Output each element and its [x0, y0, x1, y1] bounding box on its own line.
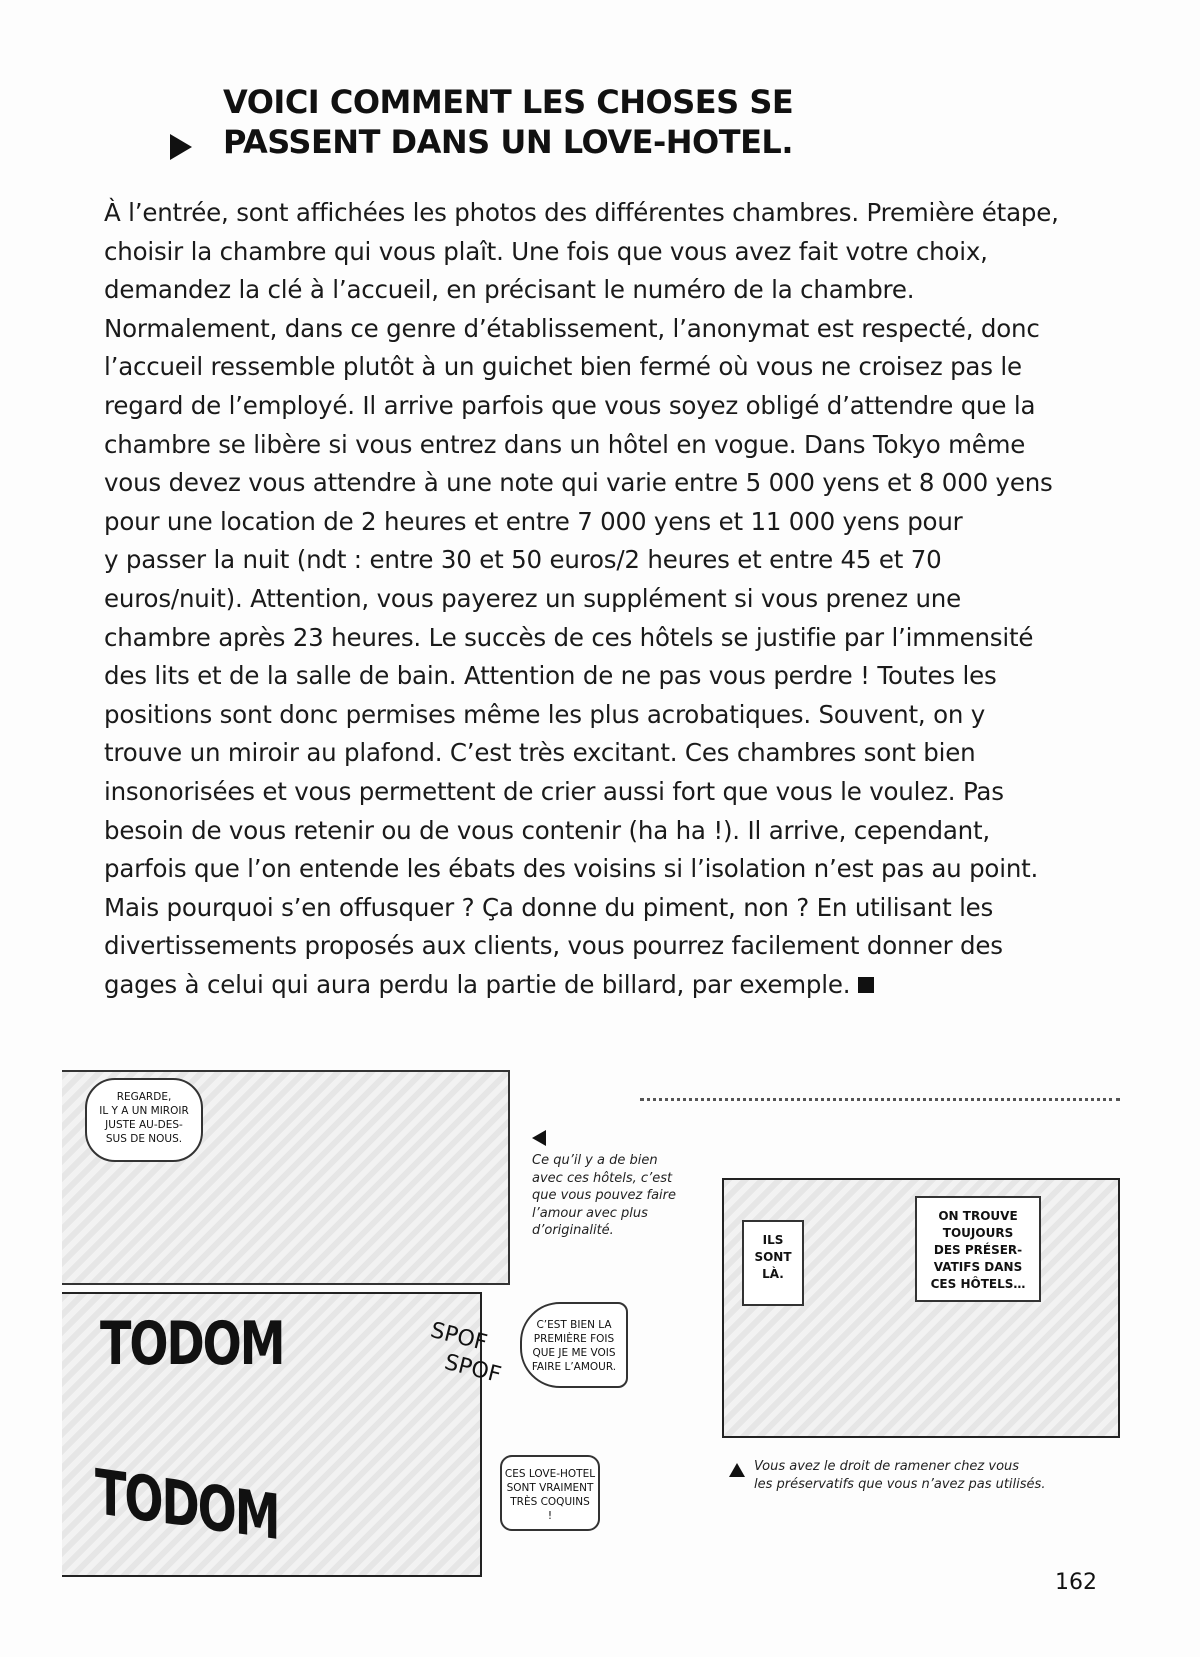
caption-line: Ce qu’il y a de bien [532, 1153, 658, 1168]
body-line: Normalement, dans ce genre d’établissement, l’anonymat est respecté, donc [104, 313, 1040, 343]
balloon-text: SONT [754, 1250, 792, 1264]
caption-line: avec ces hôtels, c’est [532, 1170, 673, 1186]
body-line: divertissements proposés aux clients, vous pourrez facilement donner des [104, 931, 1003, 961]
body-line: pour une location de 2 heures et entre 7 000 yens et 11 000 yens pour [104, 506, 963, 536]
body-line: besoin de vous retenir ou de vous contenir (ha ha !). Il arrive, cependant, [104, 815, 990, 845]
caption-box-on-trouve [915, 1196, 1041, 1302]
caption-line: que vous pouvez faire [532, 1188, 677, 1203]
balloon-text: SONT VRAIMENT [506, 1482, 594, 1494]
caption-line: les préservatifs que vous n’avez pas utilisés. [754, 1477, 1046, 1492]
sound-effect: TODOM [100, 1308, 284, 1379]
caption-line: l’amour avec plus [532, 1205, 648, 1221]
caption-mirror [532, 1152, 712, 1240]
speech-balloon-love-hotel [500, 1455, 600, 1531]
body-line-text: gages à celui qui aura perdu la partie de billard, par exemple. [104, 969, 851, 999]
body-line: des lits et de la salle de bain. Attention de ne pas vous perdre ! Toutes les [104, 661, 997, 691]
dotted-divider [640, 1098, 1120, 1101]
body-line: y passer la nuit (ndt : entre 30 et 50 euros/2 heures et entre 45 et 70 [104, 545, 942, 575]
body-paragraph [104, 194, 1084, 1004]
body-line: choisir la chambre qui vous plaît. Une fois que vous avez fait votre choix, [104, 236, 988, 266]
heading-line-1: VOICI COMMENT LES CHOSES SE [223, 83, 794, 121]
body-line: trouve un miroir au plafond. C’est très excitant. Ces chambres sont bien [104, 738, 976, 768]
body-line: chambre après 23 heures. Le succès de ces hôtels se justifie par l’immensité [104, 622, 1034, 652]
balloon-text: LÀ. [762, 1267, 784, 1281]
body-line: À l’entrée, sont affichées les photos des différentes chambres. Première étape, [104, 198, 1059, 227]
balloon-text: C’EST BIEN LA [536, 1319, 612, 1331]
body-line: chambre se libère si vous entrez dans un hôtel en vogue. Dans Tokyo même [104, 429, 1026, 459]
body-line: regard de l’employé. Il arrive parfois que vous soyez obligé d’attendre que la [104, 390, 1036, 420]
triangle-up-icon [729, 1463, 745, 1477]
balloon-text: DES PRÉSER- [933, 1243, 1023, 1257]
triangle-left-icon [532, 1130, 546, 1146]
heading-line-2: PASSENT DANS UN LOVE-HOTEL. [223, 123, 793, 161]
balloon-text: CES HÔTELS… [930, 1277, 1026, 1291]
balloon-text: TOUJOURS [942, 1226, 1014, 1240]
section-heading [160, 82, 860, 162]
body-line: vous devez vous attendre à une note qui varie entre 5 000 yens et 8 000 yens [104, 468, 1053, 498]
balloon-text: VATIFS DANS [933, 1260, 1023, 1274]
balloon-text: JUSTE AU-DES- [105, 1119, 183, 1131]
balloon-text: PREMIÈRE FOIS [533, 1333, 615, 1345]
caption-line: d’originalité. [532, 1223, 614, 1238]
sound-effect: SPOF [427, 1318, 490, 1357]
balloon-text: REGARDE, [116, 1091, 172, 1103]
balloon-text: IL Y A UN MIROIR [99, 1105, 189, 1117]
sound-effect: TODOM [95, 1455, 279, 1554]
body-line: Mais pourquoi s’en offusquer ? Ça donne du piment, non ? En utilisant les [104, 892, 994, 922]
body-line: l’accueil ressemble plutôt à un guichet bien fermé où vous ne croisez pas le [104, 352, 1022, 382]
speech-balloon-first-time [520, 1302, 628, 1388]
balloon-text: SUS DE NOUS. [105, 1133, 183, 1145]
triangle-right-icon [170, 134, 192, 160]
caption-drawer [754, 1458, 1114, 1494]
body-line: insonorisées et vous permettent de crier aussi fort que vous le voulez. Pas [104, 776, 1004, 806]
balloon-text: QUE JE ME VOIS [532, 1347, 616, 1359]
balloon-text: ILS [762, 1233, 784, 1247]
body-line: demandez la clé à l’accueil, en précisant le numéro de la chambre. [104, 275, 915, 305]
balloon-text: ON TROUVE [938, 1209, 1018, 1223]
body-line: parfois que l’on entende les ébats des voisins si l’isolation n’est pas au point. [104, 854, 1039, 884]
speech-balloon-mirror [85, 1078, 203, 1162]
black-square-icon [858, 977, 874, 993]
body-line: positions sont donc permises même les plus acrobatiques. Souvent, on y [104, 699, 986, 729]
balloon-text: TRÈS COQUINS [510, 1496, 590, 1508]
caption-line: Vous avez le droit de ramener chez vous [754, 1459, 1020, 1474]
body-line: euros/nuit). Attention, vous payerez un supplément si vous prenez une [104, 583, 962, 613]
caption-box-ils-sont-la [742, 1220, 804, 1306]
balloon-text: FAIRE L’AMOUR. [531, 1361, 617, 1373]
sound-effect: SPOF [441, 1350, 504, 1389]
balloon-text: CES LOVE-HOTEL [504, 1468, 596, 1480]
body-line-last [104, 966, 1084, 1005]
page-number: 162 [1055, 1570, 1097, 1595]
balloon-text: ! [547, 1510, 553, 1522]
